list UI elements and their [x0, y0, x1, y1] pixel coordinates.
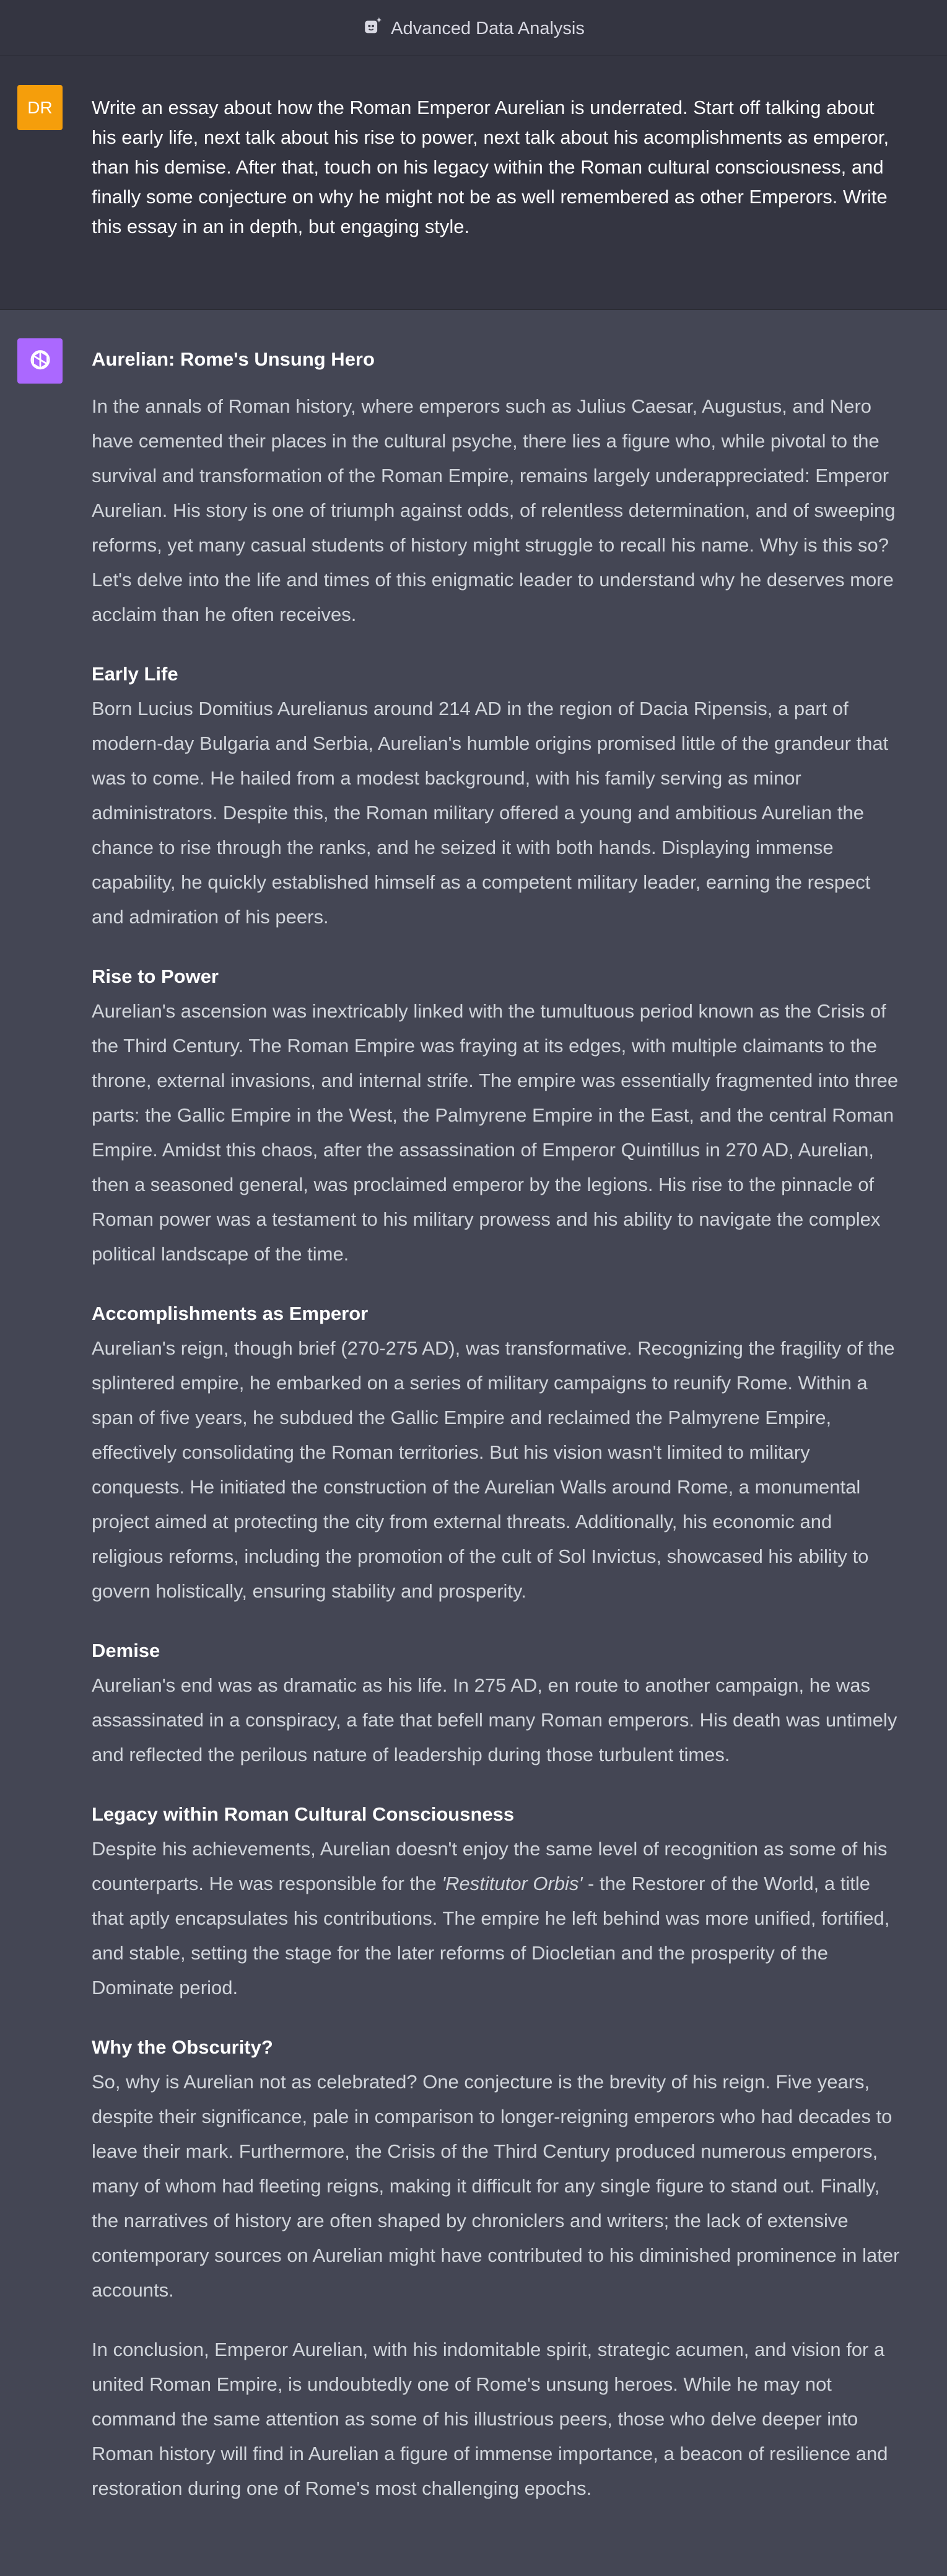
- essay-conclusion: In conclusion, Emperor Aurelian, with his indomitable spirit, strategic acumen, and vision for a united Roman Empire, is undoubtedly one of Rome's unsung heroes. While he may not command the same attention as some of his illustrious peers, those who delve deeper into Roman history will find in Aurelian a figure of immense importance, a beacon of resilience and restoration during one of Rome's most challenging epochs.: [92, 2339, 888, 2499]
- user-message-text: Write an essay about how the Roman Emperor Aurelian is underrated. Start off talking about his early life, next talk about his rise to power, next talk about his acomplishments as emperor, than his demise. After that, touch on his legacy within the Roman cultural consciousness, and finally some conjecture on why he might not be as well remembered as other Emperors. Write this essay in an in depth, but engaging style.: [92, 97, 889, 237]
- assistant-avatar: [17, 338, 63, 384]
- section-demise: [92, 1633, 903, 1772]
- essay-intro: In the annals of Roman history, where emperors such as Julius Caesar, Augustus, and Nero have cemented their places in the cultural psyche, there lies a figure who, while pivotal to the survival and transformation of the Roman Empire, remains largely underappreciated: Emperor Aurelian. His story is one of triumph against odds, of relentless determination, and of sweeping reforms, yet many casual students of history might struggle to recall his name. Why is this so? Let's delve into the life and times of this enigmatic leader to understand why he deserves more acclaim than he often receives.: [92, 395, 896, 625]
- plugin-sparkle-icon: [362, 15, 383, 37]
- section-legacy: [92, 1797, 903, 2005]
- section-body-part: Despite his achievements, Aurelian doesn't enjoy the same level of recognition as some of his counterparts. He was responsible for the: [92, 1838, 888, 1894]
- section-heading: Early Life: [92, 663, 178, 685]
- assistant-message-content: [92, 340, 903, 2531]
- section-heading: Demise: [92, 1640, 160, 1661]
- top-bar: [0, 0, 947, 56]
- section-heading: Accomplishments as Emperor: [92, 1303, 369, 1324]
- section-heading: Rise to Power: [92, 965, 219, 987]
- restitutor-orbis-emphasis: 'Restitutor Orbis': [442, 1873, 583, 1894]
- section-accomplishments: [92, 1296, 903, 1609]
- section-heading: Why the Obscurity?: [92, 2036, 273, 2058]
- essay-title: Aurelian: Rome's Unsung Hero: [92, 348, 375, 370]
- user-avatar: DR: [17, 85, 63, 130]
- openai-logo-icon: [26, 347, 55, 376]
- model-indicator[interactable]: [362, 12, 585, 39]
- section-rise-to-power: [92, 959, 903, 1272]
- section-body: Aurelian's reign, though brief (270-275 AD), was transformative. Recognizing the fragility of the splintered empire, he embarked on a series of military campaigns to reunify Rome. Within a span of five years, he subdued the Gallic Empire and reclaimed the Palmyrene Empire, effectively consolidating the Roman territories. But his vision wasn't limited to military conquests. He initiated the construction of the Aurelian Walls around Rome, a monumental project aimed at protecting the city from external threats. Additionally, his economic and religious reforms, including the promotion of the cult of Sol Invictus, showcased his ability to govern holistically, ensuring stability and prosperity.: [92, 1337, 895, 1602]
- section-early-life: [92, 657, 903, 934]
- user-message: [0, 56, 947, 310]
- section-obscurity: [92, 2030, 903, 2308]
- model-title: Advanced Data Analysis: [391, 19, 585, 38]
- section-body: So, why is Aurelian not as celebrated? One conjecture is the brevity of his reign. Five years, despite their significance, pale in comparison to longer-reigning emperors who had decades to leave their mark. Furthermore, the Crisis of the Third Century produced numerous emperors, many of whom had fleeting reigns, making it difficult for any single figure to stand out. Finally, the narratives of history are often shaped by chroniclers and writers; the lack of extensive contemporary sources on Aurelian might have contributed to his diminished prominence in later accounts.: [92, 2071, 900, 2301]
- section-heading: Legacy within Roman Cultural Consciousness: [92, 1803, 515, 1825]
- section-body-part: - the Restorer of the World, a title that aptly encapsulates his contributions. The empire he left behind was more unified, fortified, and stable, setting the stage for the later reforms of Diocletian and the prosperity of the Dominate period.: [92, 1873, 890, 1998]
- section-body: Aurelian's end was as dramatic as his life. In 275 AD, en route to another campaign, he was assassinated in a conspiracy, a fate that befell many Roman emperors. His death was untimely and reflected the perilous nature of leadership during those turbulent times.: [92, 1674, 897, 1765]
- section-body: Born Lucius Domitius Aurelianus around 214 AD in the region of Dacia Ripensis, a part of modern-day Bulgaria and Serbia, Aurelian's humble origins promised little of the grandeur that was to come. He hailed from a modest background, with his family serving as minor administrators. Despite this, the Roman military offered a young and ambitious Aurelian the chance to rise through the ranks, and he seized it with both hands. Displaying immense capability, he quickly established himself as a competent military leader, earning the respect and admiration of his peers.: [92, 698, 889, 928]
- section-body: Aurelian's ascension was inextricably linked with the tumultuous period known as the Crisis of the Third Century. The Roman Empire was fraying at its edges, with multiple claimants to the throne, external invasions, and internal strife. The empire was essentially fragmented into three parts: the Gallic Empire in the West, the Palmyrene Empire in the East, and the central Roman Empire. Amidst this chaos, after the assassination of Emperor Quintillus in 270 AD, Aurelian, then a seasoned general, was proclaimed emperor by the legions. His rise to the pinnacle of Roman power was a testament to his military prowess and his ability to navigate the complex political landscape of the time.: [92, 1000, 899, 1265]
